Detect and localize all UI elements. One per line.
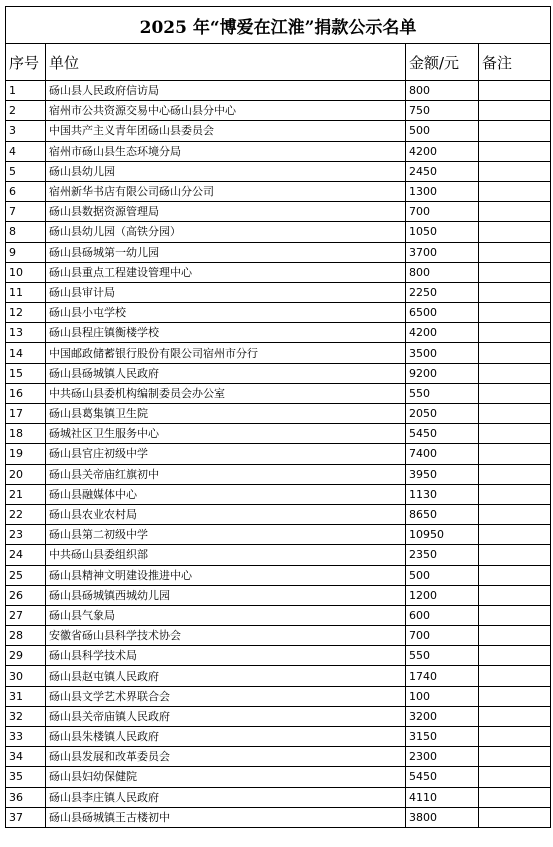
table-row: [6, 383, 551, 403]
table-row: [6, 787, 551, 807]
row-unit: 砀山县文学艺术界联合会: [46, 686, 406, 706]
row-amount: 1200: [406, 585, 479, 605]
row-note: [479, 303, 551, 323]
table-row: [6, 706, 551, 726]
table-row: [6, 424, 551, 444]
header-note: 备注: [479, 44, 551, 81]
row-unit: 砀山县重点工程建设管理中心: [46, 262, 406, 282]
table-row: [6, 121, 551, 141]
row-unit: 砀山县程庄镇衡楼学校: [46, 323, 406, 343]
row-amount: 5450: [406, 767, 479, 787]
donation-sheet: [5, 6, 550, 828]
row-no: 11: [6, 282, 46, 302]
table-row: [6, 605, 551, 625]
table-row: [6, 525, 551, 545]
row-unit: 砀山县关帝庙红旗初中: [46, 464, 406, 484]
row-unit: 砀山县砀城镇人民政府: [46, 363, 406, 383]
row-amount: 10950: [406, 525, 479, 545]
row-note: [479, 706, 551, 726]
table-row: [6, 323, 551, 343]
row-amount: 2450: [406, 161, 479, 181]
row-amount: 500: [406, 121, 479, 141]
row-no: 27: [6, 605, 46, 625]
row-amount: 800: [406, 81, 479, 101]
row-unit: 中国共产主义青年团砀山县委员会: [46, 121, 406, 141]
row-amount: 3700: [406, 242, 479, 262]
row-note: [479, 181, 551, 201]
row-amount: 100: [406, 686, 479, 706]
table-row: [6, 181, 551, 201]
row-unit: 砀山县审计局: [46, 282, 406, 302]
row-unit: 砀山县朱楼镇人民政府: [46, 727, 406, 747]
row-note: [479, 565, 551, 585]
row-note: [479, 484, 551, 504]
row-no: 10: [6, 262, 46, 282]
row-unit: 砀山县砀城镇西城幼儿园: [46, 585, 406, 605]
row-no: 14: [6, 343, 46, 363]
table-row: [6, 404, 551, 424]
table-row: [6, 686, 551, 706]
row-unit: 砀山县赵屯镇人民政府: [46, 666, 406, 686]
row-amount: 1740: [406, 666, 479, 686]
row-note: [479, 545, 551, 565]
row-unit: 宿州市砀山县生态环境分局: [46, 141, 406, 161]
row-note: [479, 81, 551, 101]
row-unit: 砀山县幼儿园: [46, 161, 406, 181]
row-unit: 砀山县官庄初级中学: [46, 444, 406, 464]
table-row: [6, 101, 551, 121]
row-amount: 550: [406, 646, 479, 666]
row-no: 32: [6, 706, 46, 726]
row-amount: 6500: [406, 303, 479, 323]
row-amount: 600: [406, 605, 479, 625]
row-no: 21: [6, 484, 46, 504]
row-amount: 1130: [406, 484, 479, 504]
row-unit: 砀山县李庄镇人民政府: [46, 787, 406, 807]
row-unit: 砀山县小屯学校: [46, 303, 406, 323]
row-note: [479, 626, 551, 646]
header-no: 序号: [6, 44, 46, 81]
table-row: [6, 444, 551, 464]
row-note: [479, 242, 551, 262]
header-unit: 单位: [46, 44, 406, 81]
row-unit: 中国邮政储蓄银行股份有限公司宿州市分行: [46, 343, 406, 363]
row-no: 22: [6, 504, 46, 524]
row-no: 23: [6, 525, 46, 545]
table-row: [6, 747, 551, 767]
row-amount: 3800: [406, 807, 479, 827]
row-no: 25: [6, 565, 46, 585]
row-no: 29: [6, 646, 46, 666]
row-amount: 8650: [406, 504, 479, 524]
row-amount: 3150: [406, 727, 479, 747]
row-note: [479, 222, 551, 242]
row-no: 33: [6, 727, 46, 747]
table-row: [6, 161, 551, 181]
table-row: [6, 626, 551, 646]
row-unit: 砀山县幼儿园（高铁分园）: [46, 222, 406, 242]
row-no: 19: [6, 444, 46, 464]
table-row: [6, 727, 551, 747]
row-no: 36: [6, 787, 46, 807]
row-amount: 1050: [406, 222, 479, 242]
row-amount: 2050: [406, 404, 479, 424]
row-amount: 750: [406, 101, 479, 121]
table-row: [6, 666, 551, 686]
row-note: [479, 666, 551, 686]
row-no: 30: [6, 666, 46, 686]
row-note: [479, 444, 551, 464]
row-no: 34: [6, 747, 46, 767]
row-note: [479, 121, 551, 141]
table-row: [6, 484, 551, 504]
row-unit: 砀山县关帝庙镇人民政府: [46, 706, 406, 726]
row-no: 8: [6, 222, 46, 242]
row-amount: 2250: [406, 282, 479, 302]
row-note: [479, 464, 551, 484]
row-note: [479, 101, 551, 121]
row-note: [479, 161, 551, 181]
row-amount: 700: [406, 626, 479, 646]
row-no: 7: [6, 202, 46, 222]
row-note: [479, 686, 551, 706]
row-note: [479, 504, 551, 524]
row-note: [479, 787, 551, 807]
table-row: [6, 767, 551, 787]
row-note: [479, 363, 551, 383]
row-unit: 砀山县第二初级中学: [46, 525, 406, 545]
table-row: [6, 262, 551, 282]
table-row: [6, 222, 551, 242]
table-row: [6, 504, 551, 524]
row-note: [479, 141, 551, 161]
row-note: [479, 767, 551, 787]
row-no: 13: [6, 323, 46, 343]
row-note: [479, 383, 551, 403]
page-title: 2025 年“博爱在江淮”捐款公示名单: [6, 7, 551, 44]
row-unit: 砀城社区卫生服务中心: [46, 424, 406, 444]
row-amount: 4200: [406, 323, 479, 343]
table-row: [6, 303, 551, 323]
table-row: [6, 464, 551, 484]
row-amount: 800: [406, 262, 479, 282]
header-row: [6, 44, 551, 81]
table-row: [6, 202, 551, 222]
row-no: 16: [6, 383, 46, 403]
row-unit: 砀山县砀城镇王古楼初中: [46, 807, 406, 827]
table-row: [6, 585, 551, 605]
row-amount: 3950: [406, 464, 479, 484]
row-amount: 2300: [406, 747, 479, 767]
row-no: 2: [6, 101, 46, 121]
row-note: [479, 404, 551, 424]
table-row: [6, 545, 551, 565]
row-unit: 宿州新华书店有限公司砀山分公司: [46, 181, 406, 201]
row-no: 17: [6, 404, 46, 424]
table-row: [6, 81, 551, 101]
row-amount: 9200: [406, 363, 479, 383]
table-row: [6, 646, 551, 666]
row-no: 35: [6, 767, 46, 787]
row-amount: 3500: [406, 343, 479, 363]
row-no: 12: [6, 303, 46, 323]
row-amount: 700: [406, 202, 479, 222]
row-note: [479, 605, 551, 625]
row-no: 1: [6, 81, 46, 101]
row-unit: 砀山县砀城第一幼儿园: [46, 242, 406, 262]
row-no: 26: [6, 585, 46, 605]
table-row: [6, 807, 551, 827]
row-amount: 550: [406, 383, 479, 403]
table-row: [6, 343, 551, 363]
row-unit: 砀山县融媒体中心: [46, 484, 406, 504]
row-no: 37: [6, 807, 46, 827]
header-amount: 金额/元: [406, 44, 479, 81]
row-no: 15: [6, 363, 46, 383]
row-note: [479, 202, 551, 222]
row-unit: 中共砀山县委机构编制委员会办公室: [46, 383, 406, 403]
row-unit: 砀山县科学技术局: [46, 646, 406, 666]
row-amount: 2350: [406, 545, 479, 565]
row-unit: 砀山县葛集镇卫生院: [46, 404, 406, 424]
row-no: 31: [6, 686, 46, 706]
row-unit: 安徽省砀山县科学技术协会: [46, 626, 406, 646]
row-note: [479, 747, 551, 767]
row-amount: 4110: [406, 787, 479, 807]
row-no: 9: [6, 242, 46, 262]
row-note: [479, 343, 551, 363]
row-no: 3: [6, 121, 46, 141]
row-no: 5: [6, 161, 46, 181]
row-unit: 砀山县气象局: [46, 605, 406, 625]
row-unit: 中共砀山县委组织部: [46, 545, 406, 565]
table-row: [6, 242, 551, 262]
row-note: [479, 525, 551, 545]
row-no: 4: [6, 141, 46, 161]
row-note: [479, 424, 551, 444]
row-no: 18: [6, 424, 46, 444]
row-unit: 砀山县发展和改革委员会: [46, 747, 406, 767]
row-amount: 500: [406, 565, 479, 585]
row-note: [479, 727, 551, 747]
table-row: [6, 141, 551, 161]
table-row: [6, 363, 551, 383]
row-amount: 5450: [406, 424, 479, 444]
row-amount: 3200: [406, 706, 479, 726]
row-note: [479, 262, 551, 282]
row-amount: 7400: [406, 444, 479, 464]
row-no: 20: [6, 464, 46, 484]
row-note: [479, 807, 551, 827]
row-unit: 砀山县数据资源管理局: [46, 202, 406, 222]
row-unit: 宿州市公共资源交易中心砀山县分中心: [46, 101, 406, 121]
row-unit: 砀山县精神文明建设推进中心: [46, 565, 406, 585]
row-no: 28: [6, 626, 46, 646]
row-unit: 砀山县妇幼保健院: [46, 767, 406, 787]
donation-table: [5, 6, 551, 828]
row-no: 24: [6, 545, 46, 565]
row-note: [479, 646, 551, 666]
row-amount: 1300: [406, 181, 479, 201]
row-amount: 4200: [406, 141, 479, 161]
row-no: 6: [6, 181, 46, 201]
row-unit: 砀山县农业农村局: [46, 504, 406, 524]
row-note: [479, 323, 551, 343]
row-note: [479, 585, 551, 605]
table-row: [6, 282, 551, 302]
row-unit: 砀山县人民政府信访局: [46, 81, 406, 101]
table-row: [6, 565, 551, 585]
row-note: [479, 282, 551, 302]
